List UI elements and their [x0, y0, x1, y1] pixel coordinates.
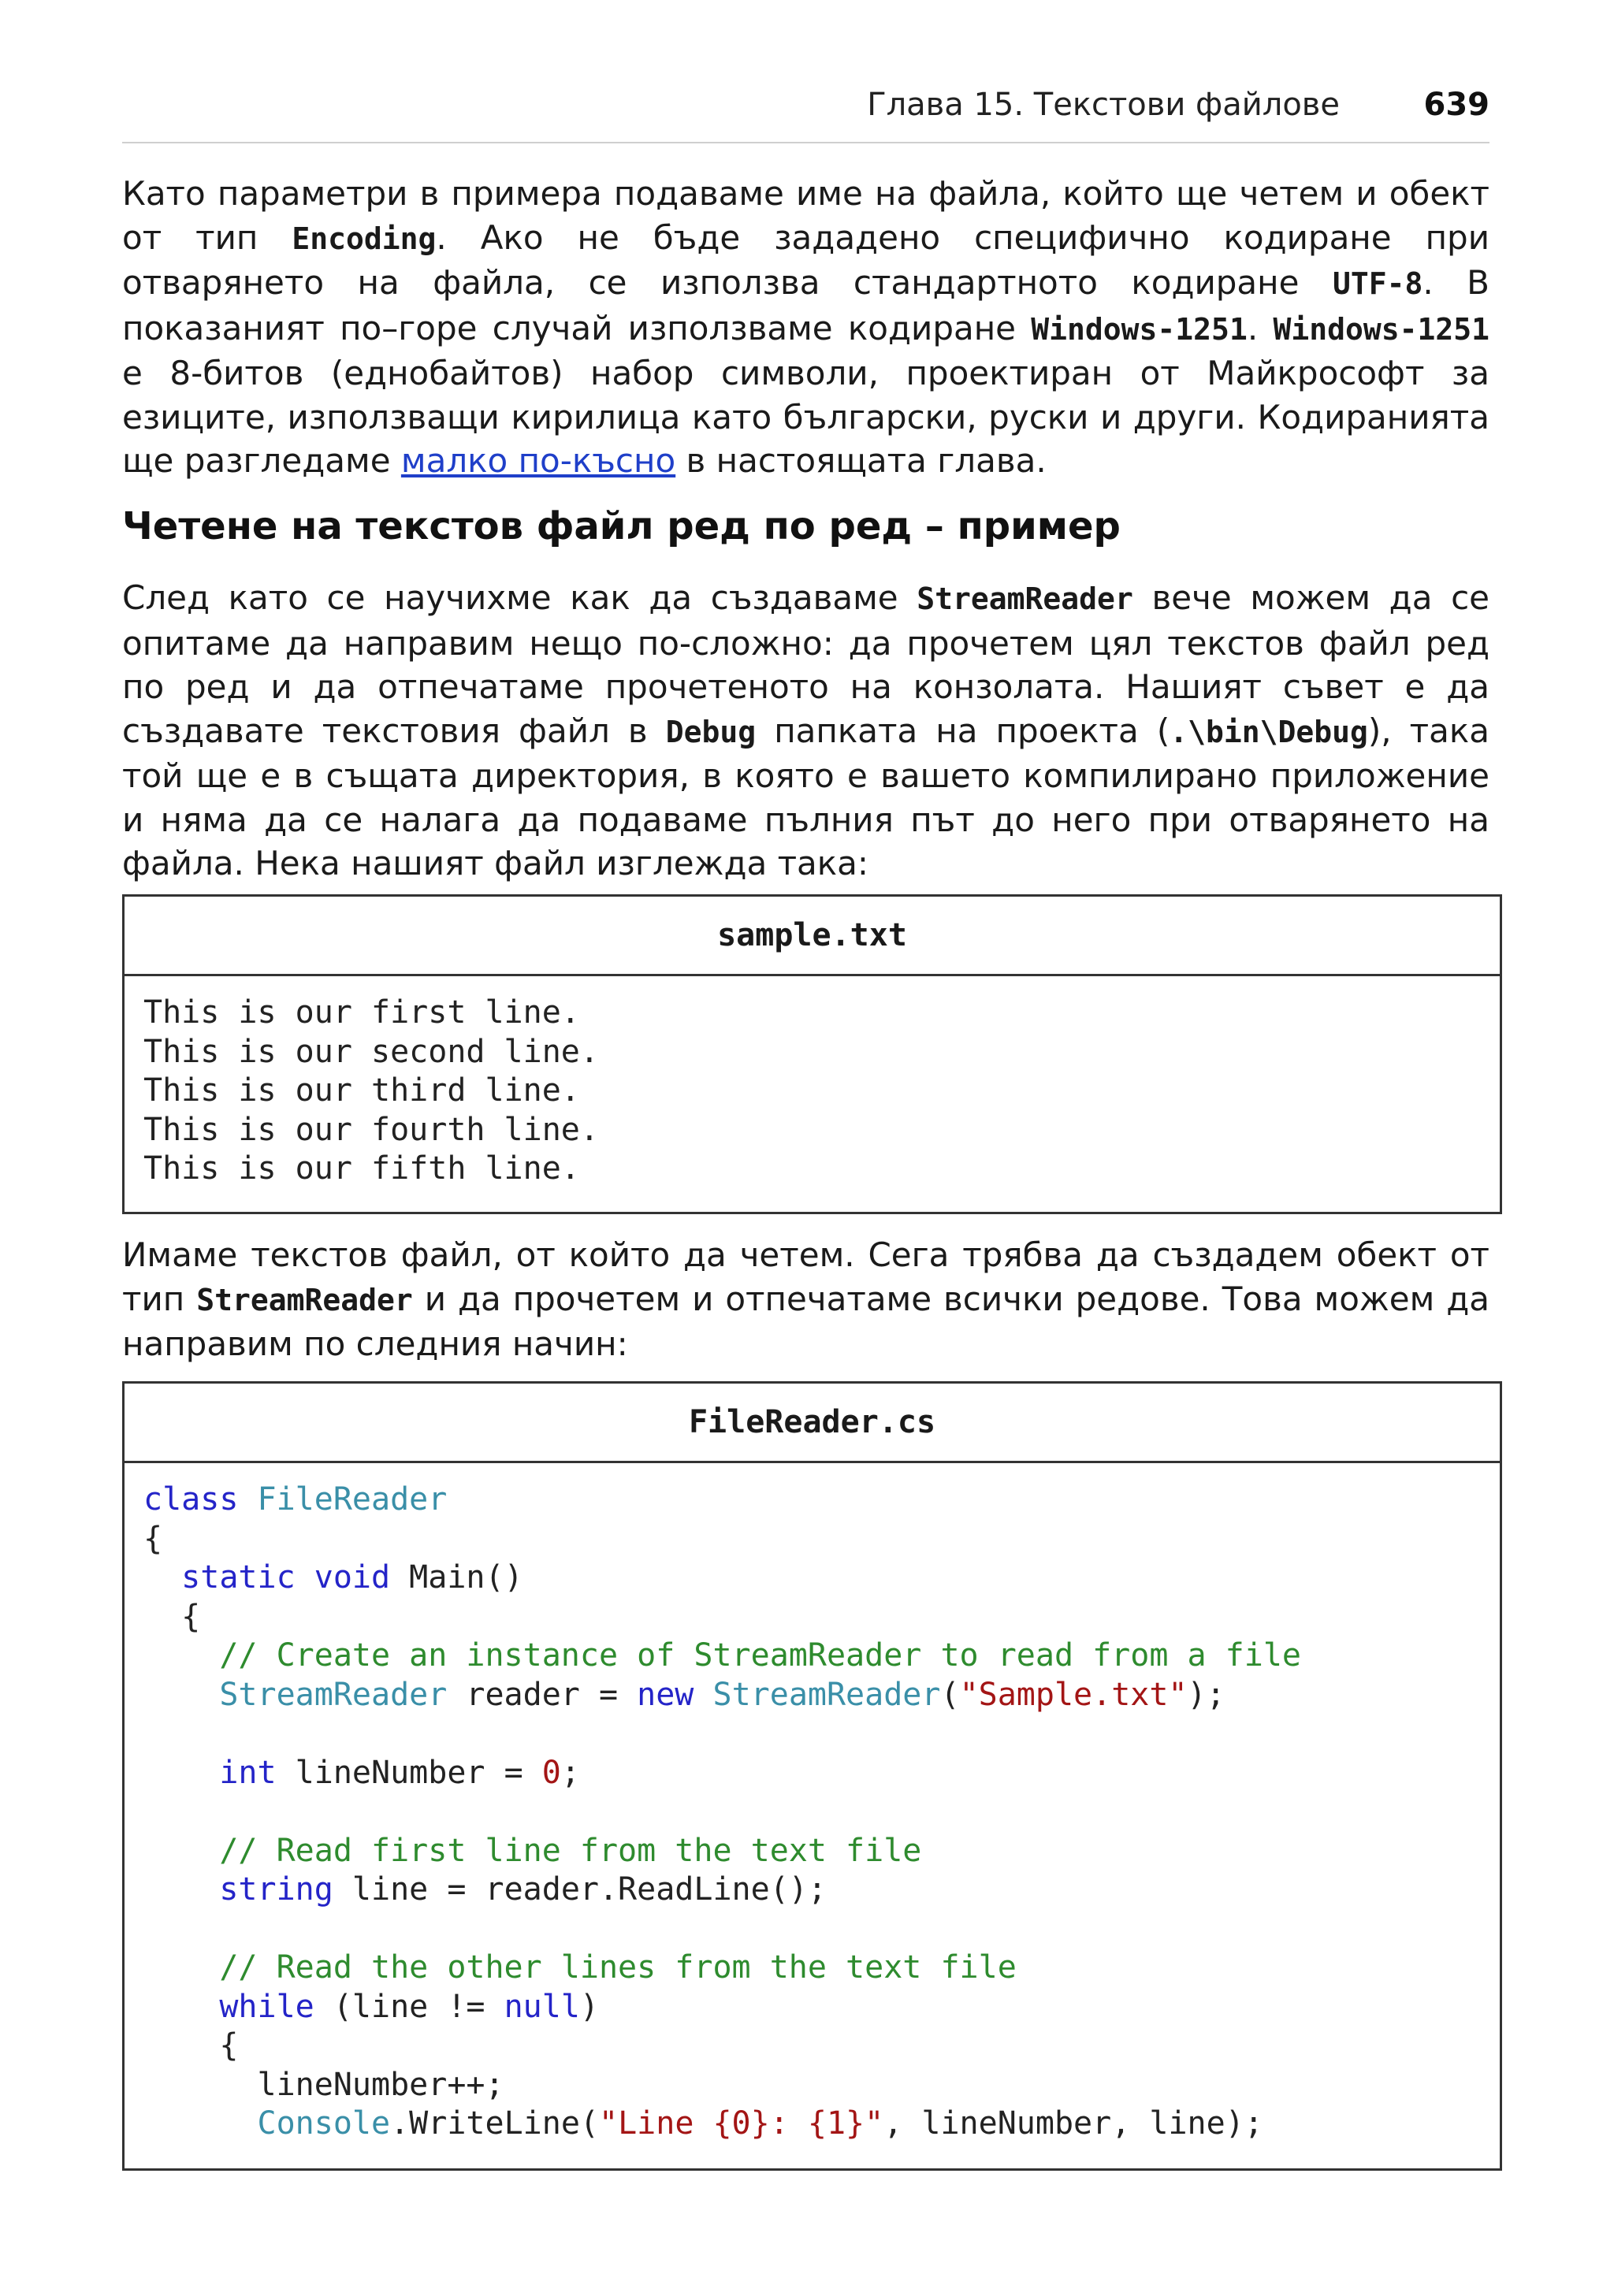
code-utf8: UTF-8 [1332, 266, 1423, 301]
link-later-section[interactable]: малко по-късно [400, 441, 676, 480]
sample-line: This is our fourth line. [143, 1111, 599, 1148]
code-encoding: Encoding [292, 221, 437, 256]
code-bin-debug-path: .\bin\Debug [1170, 714, 1368, 749]
paragraph-streamreader-intro: След като се научихме как да създаваме StreamReader вече можем да се опитаме да направим нещо по-сложно: да прочетем цял текстов файл ред по ред и да отпечатаме прочетеното на конзолата. Нашият съвет е да създавате текстовия файл в Debug папката на проекта (.\bin\Debug), така той ще е в същата директория, в която е вашето компилирано приложение и няма да се налага да подаваме пълния път до него при отварянето на файла. Нека нашият файл изглежда така: [122, 578, 1490, 882]
page-number: 639 [1423, 87, 1489, 123]
page-header [122, 79, 1489, 143]
sample-file-title: sample.txt [125, 897, 1500, 976]
sample-line: This is our second line. [143, 1033, 599, 1070]
code-streamreader: StreamReader [196, 1282, 413, 1317]
code-listing: class FileReader { static void Main() { // Create an instance of StreamReader to read from a file StreamReader reader = new StreamReader("Sample.txt"); int lineNumber = 0; // Read first line from the text file string line = reader.ReadLine(); // Read the other lines from the text file while (line != null) { lineNumber++; Console.WriteLine("Line {0}: {1}", lineNumber, line); [143, 1481, 1302, 2142]
code-windows-1251: Windows-1251 [1273, 311, 1489, 347]
section-heading: Четене на текстов файл ред по ред – пример [122, 504, 1121, 548]
sample-file-content [125, 976, 1500, 1189]
code-listing-box [122, 1381, 1502, 2171]
chapter-title: Глава 15. Текстови файлове [867, 87, 1340, 123]
sample-file-box [122, 894, 1502, 1214]
code-listing-title: FileReader.cs [125, 1384, 1500, 1463]
sample-line: This is our fifth line. [143, 1150, 580, 1187]
paragraph-encoding: Като параметри в примера подаваме име на файла, който ще четем и обект от тип Encoding. Ако не бъде зададено специфично кодиране при отварянето на файла, се използва стандартното кодиране UTF-8. В показаният по–горе случай използваме кодиране Windows-1251. Windows-1251 е 8-битов (еднобайтов) набор символи, проектиран от Майкрософт за езиците, използващи кирилица като български, руски и други. Кодиранията ще разгледаме малко по-късно в настоящата глава. [122, 174, 1490, 480]
sample-line: This is our third line. [143, 1072, 580, 1109]
code-windows-1251: Windows-1251 [1031, 311, 1248, 347]
code-debug: Debug [665, 714, 757, 749]
code-streamreader: StreamReader [917, 581, 1133, 616]
sample-line: This is our first line. [143, 994, 580, 1031]
paragraph-read-lines: Имаме текстов файл, от който да четем. Сега трябва да създадем обект от тип StreamReader и да прочетем и отпечатаме всички редове. Това можем да направим по следния начин: [122, 1235, 1490, 1363]
